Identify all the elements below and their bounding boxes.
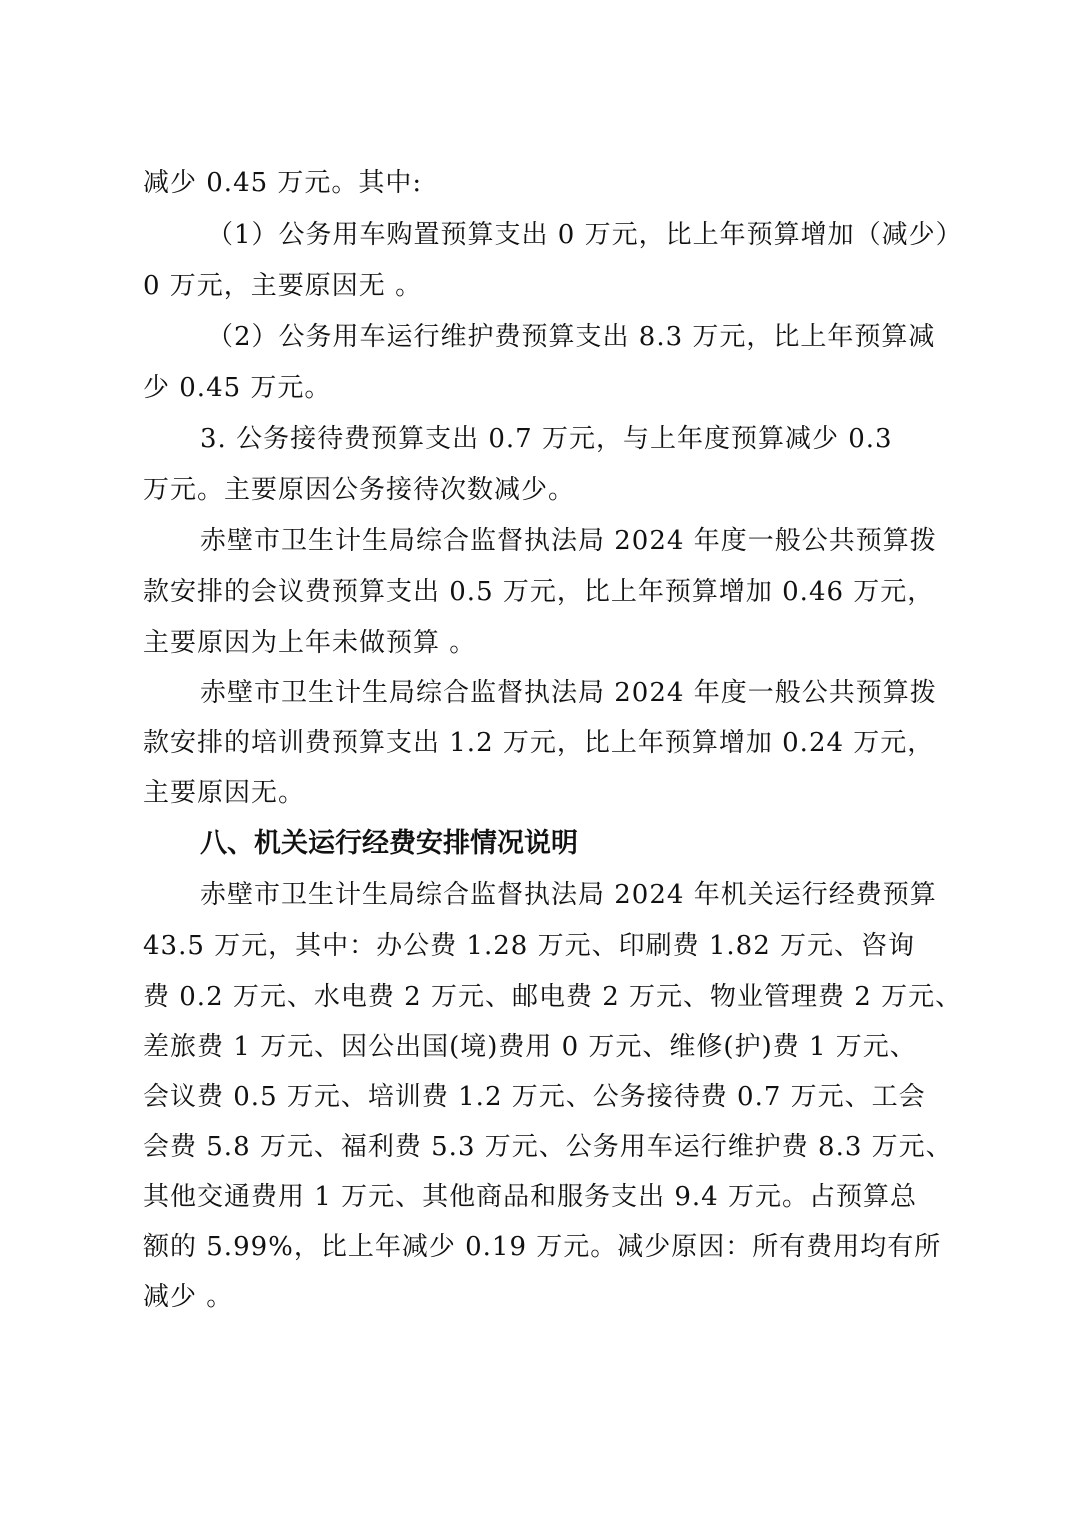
paragraph-line: 主要原因为上年未做预算 。 (143, 628, 477, 658)
paragraph-line: 会费 5.8 万元、福利费 5.3 万元、公务用车运行维护费 8.3 万元、 (143, 1132, 953, 1162)
paragraph-line: （1）公务用车购置预算支出 0 万元，比上年预算增加（减少） (207, 220, 963, 250)
paragraph-line: 赤壁市卫生计生局综合监督执法局 2024 年机关运行经费预算 (200, 880, 937, 910)
paragraph-line: 主要原因无。 (143, 778, 306, 808)
paragraph-line: 费 0.2 万元、水电费 2 万元、邮电费 2 万元、物业管理费 2 万元、 (143, 982, 963, 1012)
paragraph-line: 减少 。 (143, 1282, 234, 1312)
paragraph-line: 少 0.45 万元。 (143, 373, 332, 403)
paragraph-line: 3. 公务接待费预算支出 0.7 万元，与上年度预算减少 0.3 (200, 424, 893, 454)
paragraph-line: 赤壁市卫生计生局综合监督执法局 2024 年度一般公共预算拨 (200, 678, 937, 708)
paragraph-line: 款安排的会议费预算支出 0.5 万元，比上年预算增加 0.46 万元， (143, 577, 935, 607)
paragraph-line: 额的 5.99%，比上年减少 0.19 万元。减少原因：所有费用均有所 (143, 1232, 942, 1262)
paragraph-line: 万元。主要原因公务接待次数减少。 (143, 475, 576, 505)
paragraph-line: 款安排的培训费预算支出 1.2 万元，比上年预算增加 0.24 万元， (143, 728, 935, 758)
paragraph-line: （2）公务用车运行维护费预算支出 8.3 万元，比上年预算减 (207, 322, 936, 352)
section-heading: 八、机关运行经费安排情况说明 (200, 828, 578, 859)
paragraph-line: 会议费 0.5 万元、培训费 1.2 万元、公务接待费 0.7 万元、工会 (143, 1082, 926, 1112)
paragraph-line: 43.5 万元，其中：办公费 1.28 万元、印刷费 1.82 万元、咨询 (143, 931, 915, 961)
paragraph-line: 减少 0.45 万元。其中: (143, 168, 423, 198)
paragraph-line: 0 万元，主要原因无 。 (143, 271, 423, 301)
paragraph-line: 差旅费 1 万元、因公出国(境)费用 0 万元、维修(护)费 1 万元、 (143, 1032, 917, 1062)
paragraph-line: 其他交通费用 1 万元、其他商品和服务支出 9.4 万元。占预算总 (143, 1182, 917, 1212)
paragraph-line: 赤壁市卫生计生局综合监督执法局 2024 年度一般公共预算拨 (200, 526, 937, 556)
